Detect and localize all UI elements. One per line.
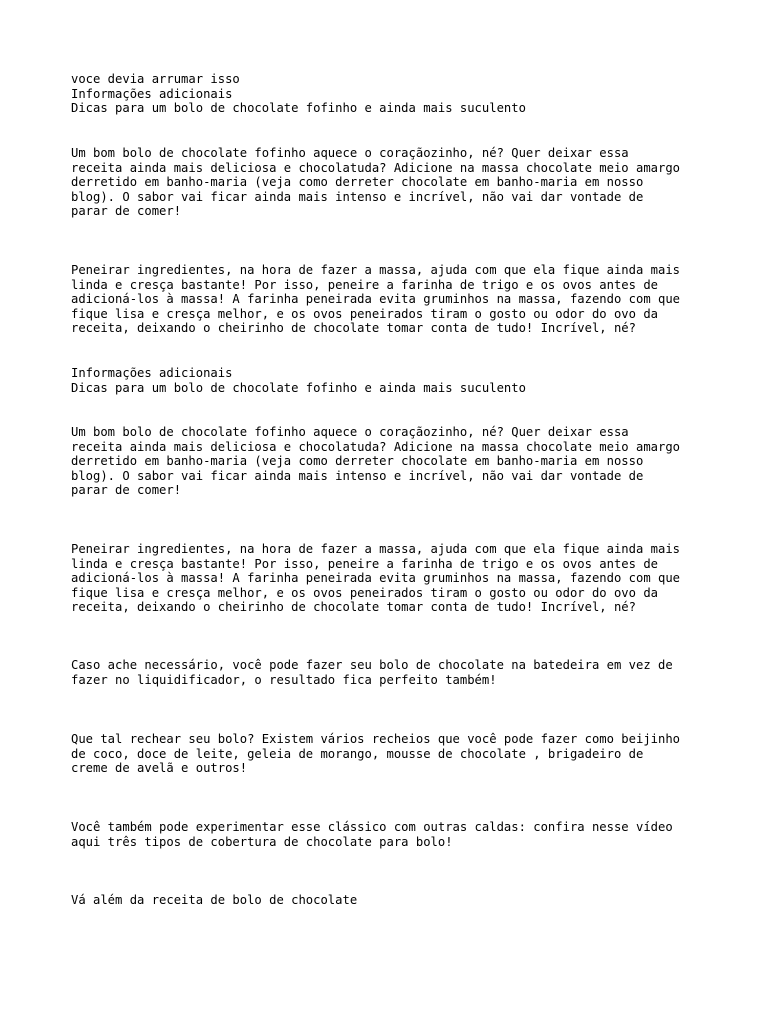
paragraph: Peneirar ingredientes, na hora de fazer a massa, ajuda com que ela fique ainda mais linda e cresça bastante! Por isso, peneire a farinha de trigo e os ovos antes de adicioná-los à massa! A farinha peneirada evita gruminhos na massa, fazendo com que fique lisa e cresça melhor, e os ovos peneirados tiram o gosto ou odor do ovo da receita, deixando o cheirinho de chocolate tomar conta de tudo! Incrível, né?: [71, 263, 681, 336]
section-heading: Informações adicionais: [71, 366, 233, 380]
paragraph: Um bom bolo de chocolate fofinho aquece o coraçãozinho, né? Quer deixar essa receita ainda mais deliciosa e chocolatuda? Adicione na massa chocolate meio amargo derretido em banho-maria (veja como derreter chocolate em banho-maria em nosso blog). O sabor vai ficar ainda mais intenso e incrível, não vai dar vontade de parar de comer!: [71, 146, 681, 219]
paragraph: Um bom bolo de chocolate fofinho aquece o coraçãozinho, né? Quer deixar essa receita ainda mais deliciosa e chocolatuda? Adicione na massa chocolate meio amargo derretido em banho-maria (veja como derreter chocolate em banho-maria em nosso blog). O sabor vai ficar ainda mais intenso e incrível, não vai dar vontade de parar de comer!: [71, 425, 681, 498]
section-subheading: Dicas para um bolo de chocolate fofinho e ainda mais suculento: [71, 101, 526, 116]
footer-line: Vá além da receita de bolo de chocolate: [71, 893, 358, 907]
paragraph: Que tal rechear seu bolo? Existem vários recheios que você pode fazer como beijinho de coco, doce de leite, geleia de morango, mousse de chocolate , brigadeiro de creme de avelã e outros!: [71, 732, 681, 776]
paragraph: Você também pode experimentar esse clássico com outras caldas: confira nesse vídeo aqui três tipos de cobertura de chocolate para bolo!: [71, 820, 673, 849]
section-heading: Informações adicionais: [71, 86, 233, 101]
paragraph: Peneirar ingredientes, na hora de fazer a massa, ajuda com que ela fique ainda mais linda e cresça bastante! Por isso, peneire a farinha de trigo e os ovos antes de adicioná-los à massa! A farinha peneirada evita gruminhos na massa, fazendo com que fique lisa e cresça melhor, e os ovos peneirados tiram o gosto ou odor do ovo da receita, deixando o cheirinho de chocolate tomar conta de tudo! Incrível, né?: [71, 542, 681, 615]
paragraph: Caso ache necessário, você pode fazer seu bolo de chocolate na batedeira em vez de fazer no liquidificador, o resultado fica perfeito também!: [71, 658, 673, 687]
header-note: voce devia arrumar isso: [71, 72, 240, 86]
section-subheading: Dicas para um bolo de chocolate fofinho e ainda mais suculento: [71, 380, 526, 395]
